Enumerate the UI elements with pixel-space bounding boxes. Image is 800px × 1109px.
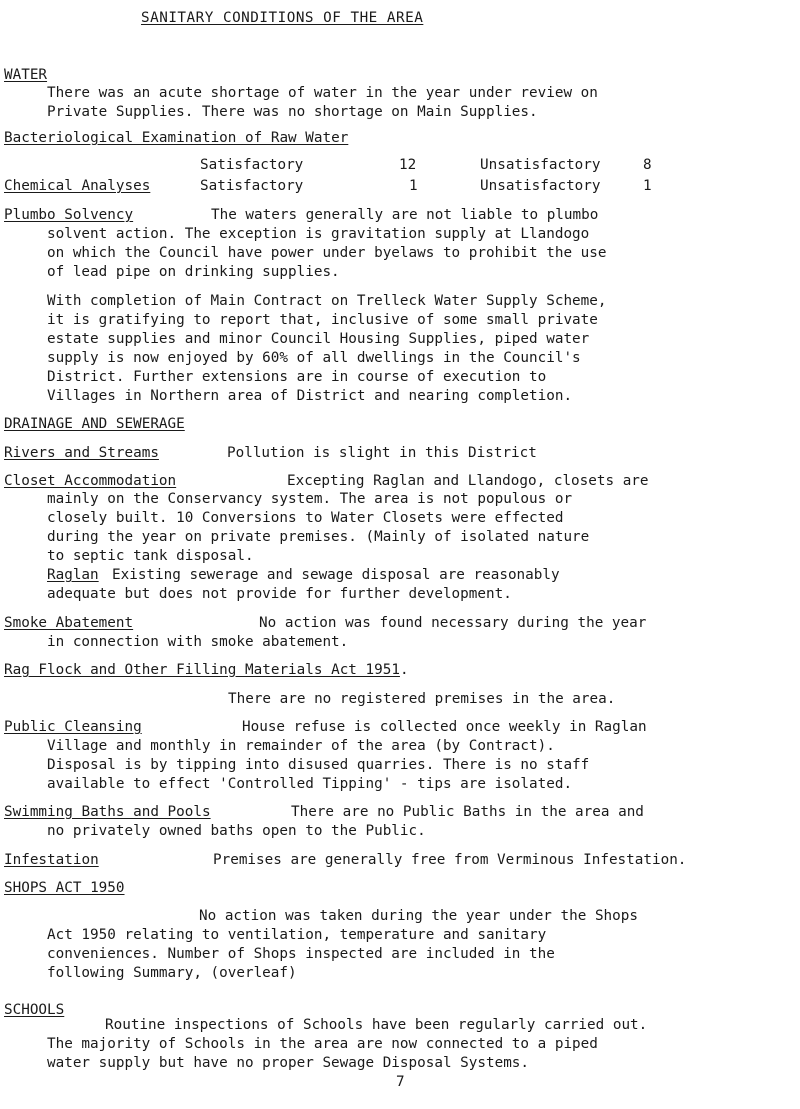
rivers-streams-text: Pollution is slight in this District — [227, 445, 537, 461]
rivers-streams-heading: Rivers and Streams — [4, 445, 159, 461]
public-cleansing-heading: Public Cleansing — [4, 719, 142, 735]
rag-flock-heading: Rag Flock and Other Filling Materials Act 1951 — [4, 662, 400, 678]
trelleck-paragraph-line: Villages in Northern area of District and nearing completion. — [47, 388, 573, 404]
cleansing-paragraph-line: available to effect 'Controlled Tipping' - tips are isolated. — [47, 776, 573, 792]
shops-paragraph-line: following Summary, (overleaf) — [47, 965, 297, 981]
water-paragraph-line: Private Supplies. There was no shortage on Main Supplies. — [47, 104, 538, 120]
drainage-heading: DRAINAGE AND SEWERAGE — [4, 416, 185, 432]
plumbo-paragraph-line: of lead pipe on drinking supplies. — [47, 264, 340, 280]
bacteriological-satisfactory-value: 12 — [399, 157, 417, 173]
shops-paragraph-line: Act 1950 relating to ventilation, temperature and sanitary — [47, 927, 547, 943]
smoke-paragraph-line: in connection with smoke abatement. — [47, 634, 349, 650]
closet-accommodation-heading: Closet Accommodation — [4, 473, 177, 489]
closet-paragraph-line: Excepting Raglan and Llandogo, closets are — [287, 473, 649, 489]
plumbo-solvency-heading: Plumbo Solvency — [4, 207, 134, 223]
cleansing-paragraph-line: House refuse is collected once weekly in Raglan — [242, 719, 647, 735]
chemical-unsatisfactory-label: Unsatisfactory — [480, 178, 601, 194]
smoke-paragraph-line: No action was found necessary during the year — [259, 615, 647, 631]
cleansing-paragraph-line: Disposal is by tipping into disused quarries. There is no staff — [47, 757, 590, 773]
shops-paragraph-line: No action was taken during the year under the Shops — [199, 908, 638, 924]
smoke-abatement-heading: Smoke Abatement — [4, 615, 134, 631]
schools-paragraph-line: Routine inspections of Schools have been regularly carried out. — [105, 1017, 648, 1033]
chemical-analyses-heading: Chemical Analyses — [4, 178, 151, 194]
bacteriological-heading: Bacteriological Examination of Raw Water — [4, 130, 349, 146]
trelleck-paragraph-line: District. Further extensions are in course of execution to — [47, 369, 547, 385]
chemical-satisfactory-value: 1 — [409, 178, 418, 194]
swimming-paragraph-line: There are no Public Baths in the area and — [291, 804, 644, 820]
plumbo-paragraph-line: solvent action. The exception is gravitation supply at Llandogo — [47, 226, 590, 242]
shops-paragraph-line: conveniences. Number of Shops inspected are included in the — [47, 946, 555, 962]
chemical-unsatisfactory-value: 1 — [643, 178, 652, 194]
water-heading: WATER — [4, 67, 48, 83]
page-number: 7 — [396, 1074, 405, 1090]
closet-paragraph-line: mainly on the Conservancy system. The area is not populous or — [47, 491, 573, 507]
plumbo-paragraph-line: on which the Council have power under byelaws to prohibit the use — [47, 245, 607, 261]
bacteriological-unsatisfactory-label: Unsatisfactory — [480, 157, 601, 173]
trelleck-paragraph-line: supply is now enjoyed by 60% of all dwellings in the Council's — [47, 350, 581, 366]
infestation-text: Premises are generally free from Verminous Infestation. — [213, 852, 687, 868]
schools-paragraph-line: water supply but have no proper Sewage Disposal Systems. — [47, 1055, 530, 1071]
bacteriological-unsatisfactory-value: 8 — [643, 157, 652, 173]
rag-flock-text: There are no registered premises in the area. — [228, 691, 616, 707]
chemical-satisfactory-label: Satisfactory — [200, 178, 304, 194]
page-title: SANITARY CONDITIONS OF THE AREA — [141, 10, 424, 26]
closet-paragraph-line: during the year on private premises. (Mainly of isolated nature — [47, 529, 590, 545]
plumbo-paragraph-line: The waters generally are not liable to plumbo — [211, 207, 599, 223]
rag-flock-heading-period: . — [399, 662, 409, 678]
water-paragraph-line: There was an acute shortage of water in the year under review on — [47, 85, 598, 101]
trelleck-paragraph-line: estate supplies and minor Council Housing Supplies, piped water — [47, 331, 590, 347]
shops-act-heading: SHOPS ACT 1950 — [4, 880, 125, 896]
trelleck-paragraph-line: With completion of Main Contract on Trelleck Water Supply Scheme, — [47, 293, 607, 309]
trelleck-paragraph-line: it is gratifying to report that, inclusive of some small private — [47, 312, 598, 328]
schools-heading: SCHOOLS — [4, 1002, 65, 1018]
raglan-paragraph-line: Existing sewerage and sewage disposal are reasonably — [112, 567, 560, 583]
swimming-paragraph-line: no privately owned baths open to the Public. — [47, 823, 426, 839]
closet-paragraph-line: closely built. 10 Conversions to Water Closets were effected — [47, 510, 564, 526]
swimming-baths-heading: Swimming Baths and Pools — [4, 804, 211, 820]
closet-paragraph-line: to septic tank disposal. — [47, 548, 254, 564]
schools-paragraph-line: The majority of Schools in the area are now connected to a piped — [47, 1036, 598, 1052]
cleansing-paragraph-line: Village and monthly in remainder of the area (by Contract). — [47, 738, 555, 754]
raglan-heading: Raglan — [47, 567, 99, 583]
bacteriological-satisfactory-label: Satisfactory — [200, 157, 304, 173]
rag-flock-heading-row — [4, 661, 409, 679]
infestation-heading: Infestation — [4, 852, 99, 868]
raglan-paragraph-line: adequate but does not provide for further development. — [47, 586, 512, 602]
